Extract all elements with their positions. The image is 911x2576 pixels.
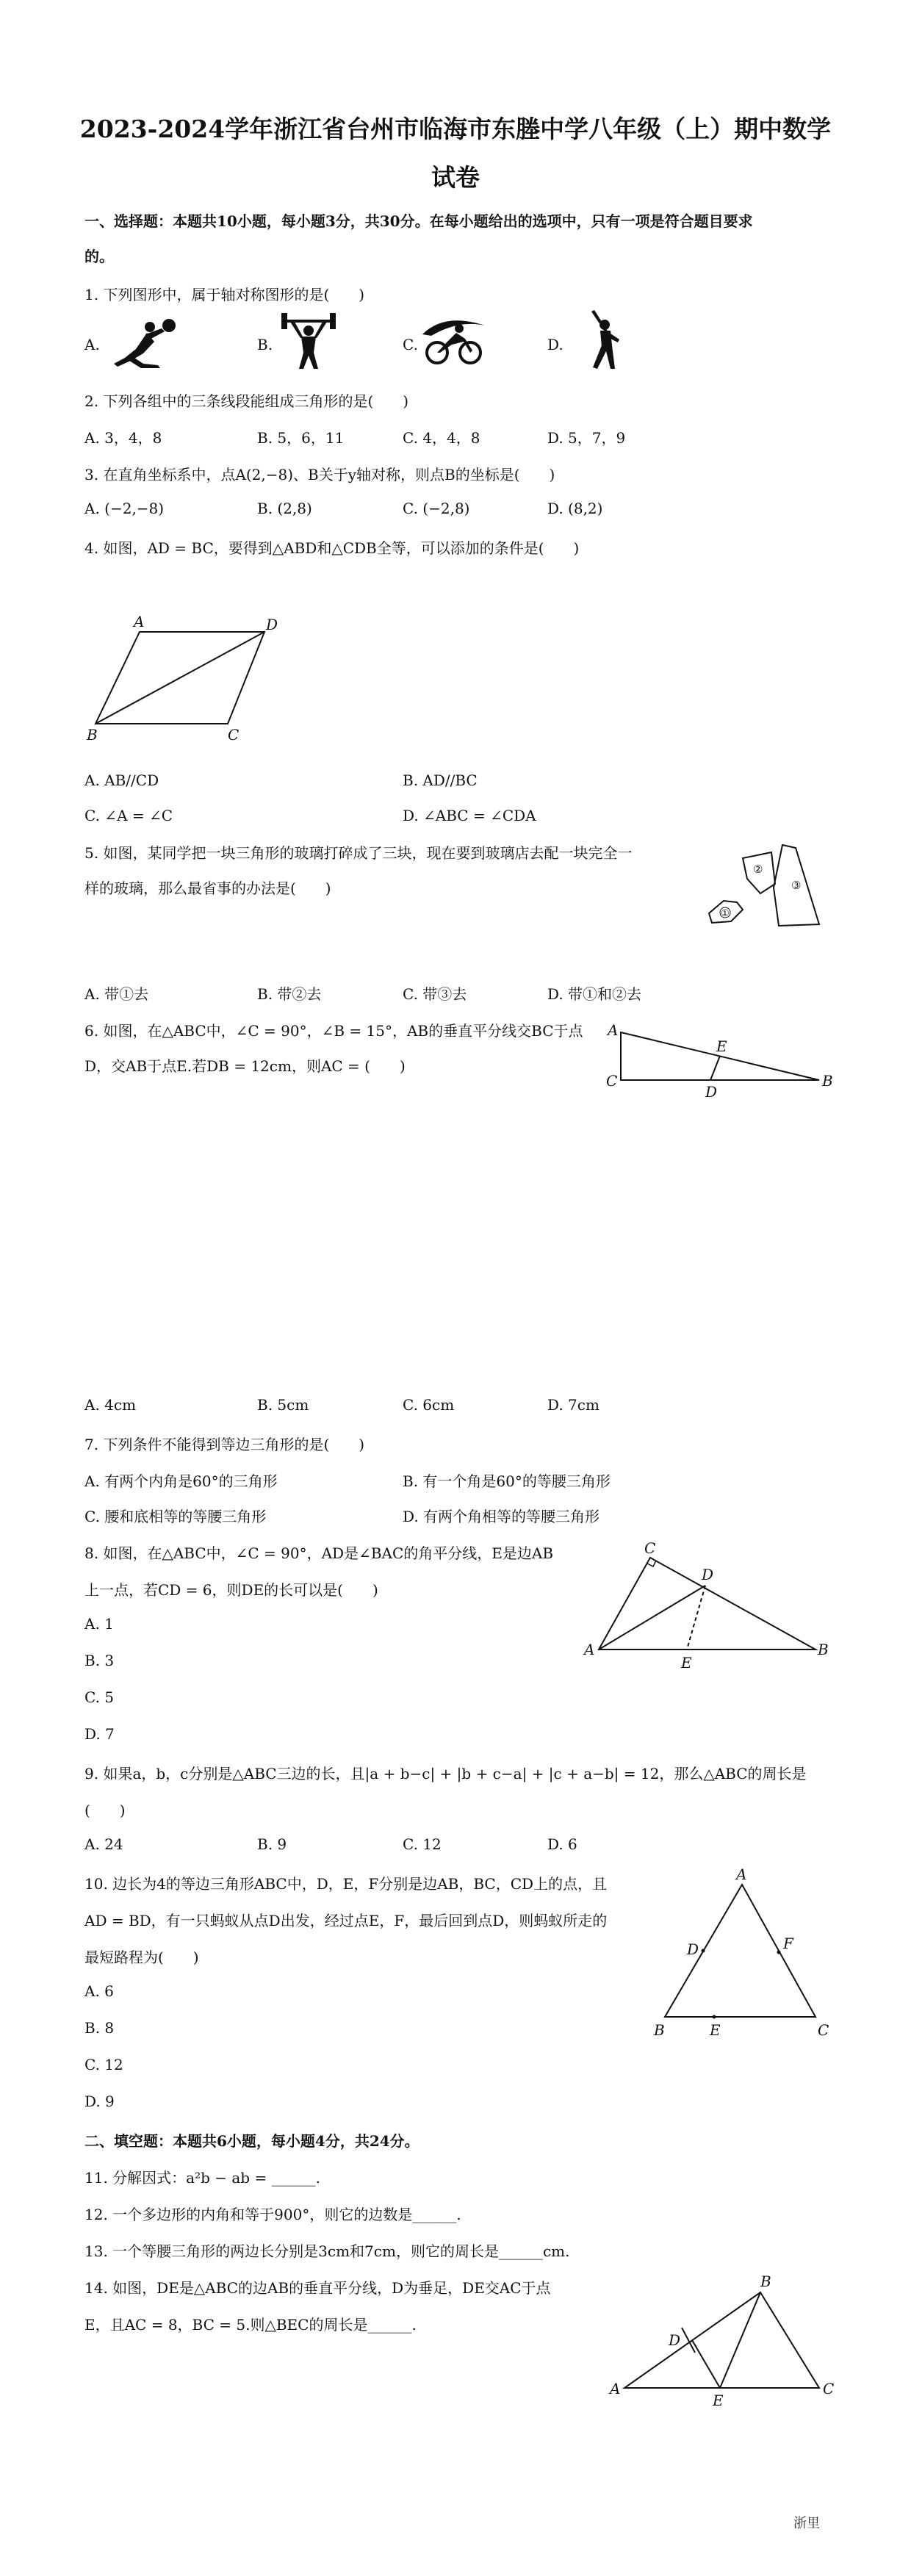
- q9-option-d: D. 6: [547, 1835, 577, 1853]
- q6-option-d: D. 7cm: [547, 1396, 599, 1414]
- q7-option-b: B. 有一个角是60°的等腰三角形: [403, 1472, 611, 1490]
- q2-option-d: D. 5，7，9: [547, 429, 626, 447]
- q4-label-b: B: [87, 726, 98, 744]
- question-5-stem-cont: 样的玻璃，那么最省事的办法是( ): [84, 879, 331, 897]
- q6-option-a: A. 4cm: [84, 1396, 137, 1414]
- q2-option-c: C. 4，4，8: [403, 429, 480, 447]
- question-12: 12. 一个多边形的内角和等于900°，则它的边数是______.: [84, 2206, 461, 2223]
- golf-pictogram: [577, 309, 635, 371]
- q4-option-c: C. ∠A = ∠C: [84, 807, 173, 824]
- question-11: 11. 分解因式：a²b − ab = ______.: [84, 2169, 320, 2187]
- volleyball-pictogram: [103, 312, 191, 371]
- q14-label-d: D: [669, 2331, 681, 2349]
- q10-triangle-figure: [647, 1866, 838, 2043]
- section-2-heading: 二、填空题：本题共6小题，每小题4分，共24分。: [84, 2132, 420, 2150]
- q5-option-b: B. 带②去: [257, 985, 322, 1003]
- q4-option-d: D. ∠ABC = ∠CDA: [403, 807, 536, 824]
- question-10-stem-cont2: 最短路程为( ): [84, 1949, 199, 1966]
- question-10-stem: 10. 边长为4的等边三角形ABC中，D，E，F分别是边AB，BC，CD上的点，且: [84, 1875, 608, 1893]
- q5-piece-2-label: ②: [753, 863, 763, 876]
- q5-piece-1-label: ①: [721, 908, 730, 919]
- q14-label-e: E: [713, 2392, 724, 2409]
- q3-option-a: A. (−2,−8): [84, 500, 165, 517]
- q10-option-b: B. 8: [84, 2019, 115, 2037]
- q14-label-a: A: [610, 2380, 621, 2397]
- question-8-stem-cont: 上一点，若CD = 6，则DE的长可以是( ): [84, 1581, 378, 1599]
- q6-label-d: D: [705, 1083, 718, 1101]
- section-heading-cont: 的。: [84, 248, 114, 265]
- q3-option-c: C. (−2,8): [403, 500, 470, 517]
- q5-option-c: C. 带③去: [403, 985, 467, 1003]
- q9-option-b: B. 9: [257, 1835, 287, 1853]
- weightlifting-pictogram: [276, 309, 342, 371]
- q4-option-a: A. AB//CD: [84, 771, 159, 789]
- q5-piece-3-label: ③: [791, 879, 802, 892]
- q3-option-d: D. (8,2): [547, 500, 603, 517]
- question-14-stem-cont: E，且AC = 8，BC = 5.则△BEC的周长是______.: [84, 2316, 417, 2334]
- q9-option-c: C. 12: [403, 1835, 442, 1853]
- q8-label-e: E: [681, 1654, 692, 1672]
- q10-label-b: B: [654, 2021, 665, 2039]
- q4-option-b: B. AD//BC: [403, 771, 478, 789]
- q8-label-b: B: [818, 1641, 829, 1658]
- question-4-stem: 4. 如图，AD = BC，要得到△ABD和△CDB全等，可以添加的条件是( ): [84, 539, 580, 557]
- q10-option-d: D. 9: [84, 2093, 115, 2110]
- question-9-stem: 9. 如果a，b，c分别是△ABC三边的长，且|a + b−c| + |b + c−a| + |c + a−b| = 12，那么△ABC的周长是: [84, 1765, 807, 1782]
- q1-option-b: B.: [257, 336, 273, 353]
- question-2-stem: 2. 下列各组中的三条线段能组成三角形的是( ): [84, 392, 409, 410]
- question-10-stem-cont: AD = BD，有一只蚂蚁从点D出发，经过点E，F，最后回到点D，则蚂蚁所走的: [84, 1912, 608, 1929]
- q14-label-b: B: [760, 2273, 771, 2290]
- q6-label-a: A: [608, 1021, 619, 1039]
- q2-option-b: B. 5，6，11: [257, 429, 345, 447]
- q10-label-c: C: [818, 2021, 829, 2039]
- q9-option-a: A. 24: [84, 1835, 123, 1853]
- q10-label-a: A: [736, 1866, 747, 1883]
- q6-label-e: E: [716, 1037, 727, 1055]
- q4-label-a: A: [134, 613, 145, 630]
- question-14-stem: 14. 如图，DE是△ABC的边AB的垂直平分线，D为垂足，DE交AC于点: [84, 2279, 551, 2297]
- q3-option-b: B. (2,8): [257, 500, 312, 517]
- section-heading: 一、选择题：本题共10小题，每小题3分，共30分。在每小题给出的选项中，只有一项是符合题目要求: [84, 212, 753, 230]
- q7-option-d: D. 有两个角相等的等腰三角形: [403, 1508, 600, 1525]
- question-3-stem: 3. 在直角坐标系中，点A(2,−8)、B关于y轴对称，则点B的坐标是( ): [84, 466, 555, 483]
- question-5-stem: 5. 如图，某同学把一块三角形的玻璃打碎成了三块，现在要到玻璃店去配一块完全一: [84, 844, 633, 862]
- q8-label-a: A: [584, 1641, 595, 1658]
- q6-triangle-figure: [599, 1018, 834, 1106]
- q6-option-b: B. 5cm: [257, 1396, 309, 1414]
- q10-label-d: D: [687, 1940, 699, 1958]
- question-13: 13. 一个等腰三角形的两边长分别是3cm和7cm，则它的周长是______cm.: [84, 2242, 570, 2260]
- q4-label-c: C: [228, 726, 240, 744]
- q8-label-c: C: [644, 1539, 656, 1557]
- q5-broken-glass-figure: [702, 843, 827, 935]
- page-footer: 浙里: [793, 2516, 820, 2531]
- q1-option-a: A.: [84, 336, 100, 353]
- q10-option-a: A. 6: [84, 1982, 114, 2000]
- q8-option-a: A. 1: [84, 1615, 114, 1633]
- q4-label-d: D: [266, 616, 278, 633]
- q7-option-a: A. 有两个内角是60°的三角形: [84, 1472, 278, 1490]
- q14-triangle-figure: [602, 2270, 838, 2410]
- q1-option-d: D.: [547, 336, 563, 353]
- q10-label-e: E: [710, 2021, 721, 2039]
- question-1-stem: 1. 下列图形中，属于轴对称图形的是( ): [84, 286, 365, 303]
- q1-option-c: C.: [403, 336, 418, 353]
- q10-option-c: C. 12: [84, 2056, 123, 2073]
- q7-option-c: C. 腰和底相等的等腰三角形: [84, 1508, 267, 1525]
- page-title: 2023-2024学年浙江省台州市临海市东塍中学八年级（上）期中数学: [79, 115, 832, 143]
- q6-label-c: C: [606, 1072, 618, 1090]
- q8-triangle-figure: [577, 1536, 827, 1675]
- question-9-stem-cont: ( ): [84, 1802, 126, 1819]
- q8-option-b: B. 3: [84, 1652, 115, 1669]
- q8-option-d: D. 7: [84, 1725, 115, 1743]
- q10-label-f: F: [783, 1935, 793, 1952]
- cycling-pictogram: [415, 312, 496, 371]
- question-6-stem: 6. 如图，在△ABC中，∠C = 90°，∠B = 15°，AB的垂直平分线交BC于点: [84, 1022, 583, 1040]
- q4-parallelogram-figure: [81, 614, 287, 746]
- page-title-line2: 试卷: [431, 163, 480, 192]
- q8-option-c: C. 5: [84, 1688, 115, 1706]
- q6-option-c: C. 6cm: [403, 1396, 455, 1414]
- q14-label-c: C: [823, 2380, 835, 2397]
- question-7-stem: 7. 下列条件不能得到等边三角形的是( ): [84, 1436, 365, 1453]
- q2-option-a: A. 3，4，8: [84, 429, 162, 447]
- q6-label-b: B: [822, 1072, 833, 1090]
- question-6-stem-cont: D，交AB于点E.若DB = 12cm，则AC = ( ): [84, 1057, 406, 1075]
- q8-label-d: D: [702, 1566, 714, 1583]
- q5-option-a: A. 带①去: [84, 985, 149, 1003]
- question-8-stem: 8. 如图，在△ABC中，∠C = 90°，AD是∠BAC的角平分线，E是边AB: [84, 1544, 554, 1562]
- q5-option-d: D. 带①和②去: [547, 985, 642, 1003]
